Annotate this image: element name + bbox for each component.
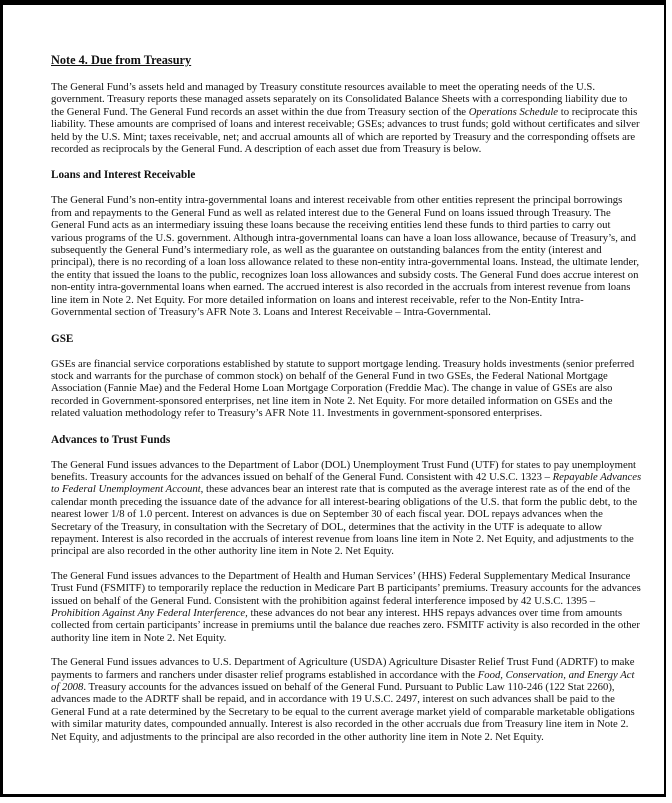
paragraph-advances-usda-adrtf	[51, 656, 642, 743]
italic-text-run: Repayable Advances to Federal Unemployment Account,	[51, 470, 642, 496]
italic-text-run: Operations Schedule	[468, 105, 559, 118]
note-title: Note 4. Due from Treasury	[51, 53, 192, 67]
text-run: these advances do not bear any interest. HHS repays advances over time from amounts collected from certain participants’ increase in premiums until the balance due reaches zero. FSMITF activity is also recorded in the other authority line item in Note 2. Net Equity.	[51, 607, 640, 644]
text-run: to reciprocate this liability. These amounts are comprised of loans and interest receivable; GSEs; advances to trust funds; gold without certificates and silver held by the U.S. Mint; taxes receivable, net; and accrual amounts all of which are reported by Treasury and the corresponding offsets are recorded as reciprocals by the General Fund. A description of each asset due from Treasury is below.	[51, 105, 640, 156]
italic-text-run: Food, Conservation, and Energy Act of 2008	[51, 668, 635, 694]
section-heading-loans-and-interest-receivable: Loans and Interest Receivable	[51, 169, 196, 182]
text-run: The General Fund issues advances to the Department of Labor (DOL) Unemployment Trust Fund (UTF) for states to pay unemployment benefits. Treasury accounts for the advances issued on behalf of the General Fund. Consistent with 42 U.S.C. 1323 –	[51, 458, 637, 483]
text-run: The General Fund issues advances to U.S. Department of Agriculture (USDA) Agriculture Disaster Relief Trust Fund (ADRTF) to make payments to farmers and ranchers under disaster relief programs established in accordance with the	[51, 656, 635, 681]
text-run: The General Fund’s assets held and managed by Treasury constitute resources available to meet the operating needs of the U.S. government. Treasury reports these managed assets separately on its Consolidated Balance Sheets with a corresponding liability due to the General Fund. The General Fund records an asset within the due from Treasury section of the	[51, 81, 628, 118]
text-run: The General Fund’s non-entity intra-governmental loans and interest receivable from other entities represent the principal borrowings from and repayments to the General Fund as well as related interest due to the General Fund on loans issued through Treasury. The General Fund acts as an intermediary issuing these loans because the receiving entities lend these funds to third parties to carry out various programs of the U.S. government. Although intra-governmental loans can have a loan loss allowance, because of Treasury’s, and subsequently the General Fund’s intermediary role, as well as the guarantee on outstanding balances from the entity (interest and principal), there is no recording of a loan loss allowance related to these non-entity intra-governmental loans. Instead, the ultimate lender, the entity that issued the loans to the public, recognizes loan loss allowances and subsidy costs. The General Fund does accrue interest on non-entity intra-governmental loans when earned. The accrued interest is also recorded in the accruals from interest revenue from loans line item in Note 2. Net Equity. For more detailed information on loans and interest receivable, refer to the Non-Entity Intra-Governmental section of Treasury’s AFR Note 3. Loans and Interest Receivable – Intra-Governmental.	[51, 194, 640, 319]
section-heading-advances-to-trust-funds: Advances to Trust Funds	[51, 433, 171, 446]
paragraph-loans-and-interest-receivable	[51, 194, 642, 318]
paragraph-advances-dol-utf	[51, 459, 642, 558]
section-heading-gse: GSE	[51, 332, 74, 345]
paragraph-gse	[51, 358, 642, 420]
text-run: these advances bear an interest rate that is computed as the average interest rate as of the end of the calendar month preceding the issuance date of the advance for all interest-bearing obligations of the U.S. that form the public debt, to the nearest lower 1/8 of 1.0 percent. Interest on advances is due on September 30 of each fiscal year. DOL repays advances when the Secretary of the Treasury, in consultation with the Secretary of DOL, determines that the activity in the UTF is adequate to allow repayment. Interest is also recorded in the accruals of interest revenue from loans line item in Note 2. Net Equity, and adjustments to the principal are also recorded in the other authority line item in Note 2. Net Equity.	[51, 483, 638, 558]
intro-paragraph	[51, 81, 642, 155]
paragraph-advances-hhs-fsmitf	[51, 570, 642, 644]
text-run: . Treasury accounts for the advances issued on behalf of the General Fund. Pursuant to Public Law 110-246 (122 Stat 2260), advances made to the ADRTF shall be repaid, and in accordance with 19 U.S.C. 2497, interest on such advances shall be paid to the General Fund at a rate determined by the Secretary to be equal to the current average market yield of comparable marketable obligations with similar maturity dates, compounded annually. Interest is also recorded in the other accruals due from Treasury line item in Note 2. Net Equity, and adjustments to the principal are also recorded in the other authority line item in Note 2. Net Equity.	[51, 681, 635, 743]
text-run: GSEs are financial service corporations established by statute to support mortgage lending. Treasury holds investments (senior preferred stock and warrants for the purchase of common stock) on behalf of the General Fund in two GSEs, the Federal National Mortgage Association (Fannie Mae) and the Federal Home Loan Mortgage Corporation (Freddie Mac). The change in value of GSEs are also recorded in Government-sponsored enterprises, net line item in Note 2. Net Equity. For more detailed information on GSEs and the related valuation methodology refer to Treasury’s AFR Note 11. Investments in government-sponsored enterprises.	[51, 357, 635, 420]
text-run: The General Fund issues advances to the Department of Health and Human Services’ (HHS) Federal Supplementary Medical Insurance Trust Fund (FSMITF) to temporarily replace the reduction in Medicare Part B participants’ premiums. Treasury accounts for the advances issued on behalf of the General Fund. Consistent with the prohibition against federal interference imposed by 42 U.S.C. 1395 –	[51, 569, 641, 607]
italic-text-run: Prohibition Against Any Federal Interference,	[51, 607, 248, 619]
